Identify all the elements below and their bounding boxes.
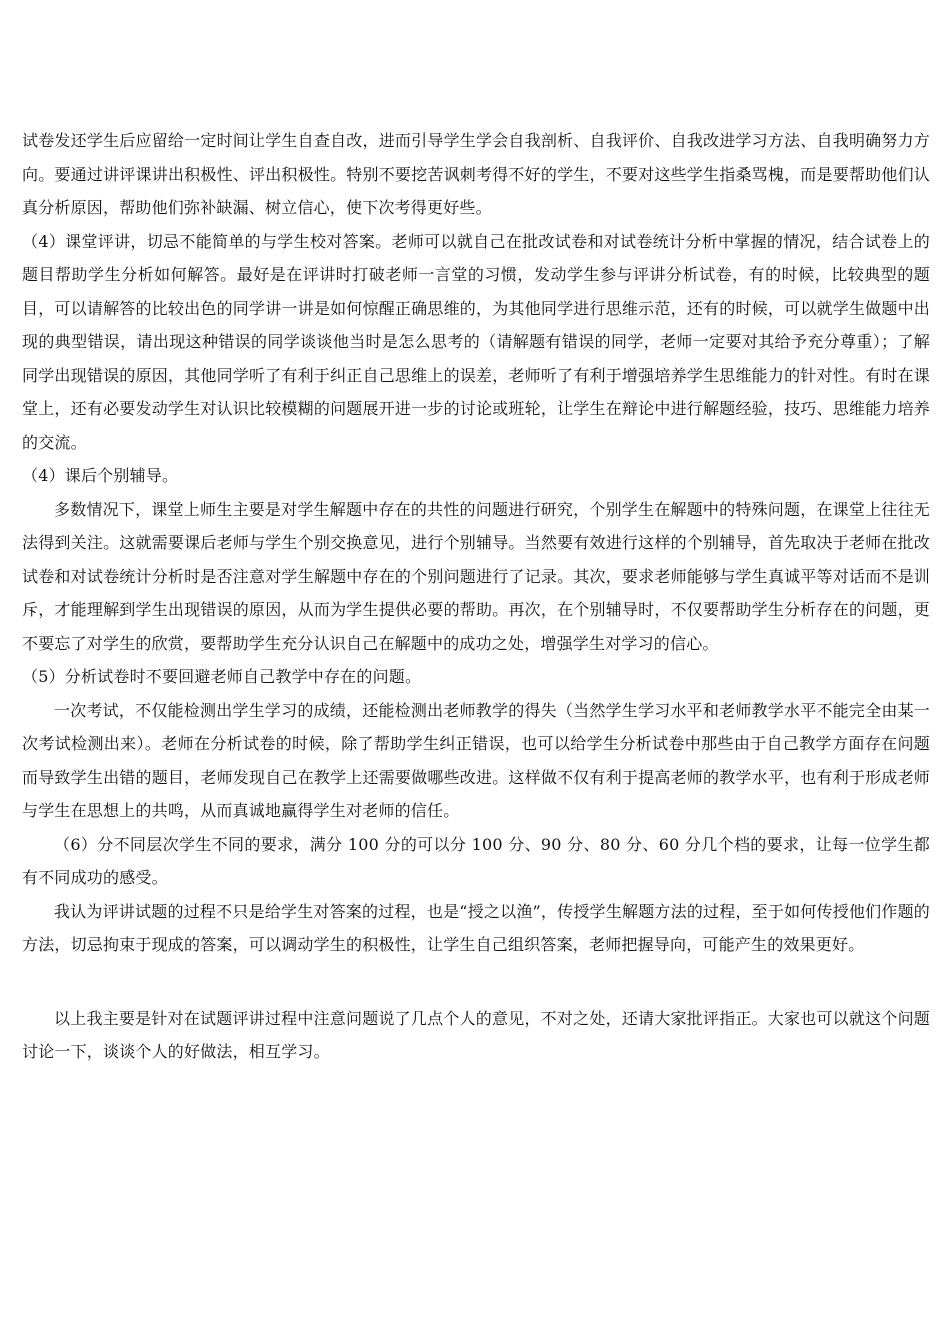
paragraph-exam-reflection: 一次考试，不仅能检测出学生学习的成绩，还能检测出老师教学的得失（当然学生学习水平和老师教学水平不能完全由某一次考试检测出来）。老师在分析试卷的时候，除了帮助学生纠正错误，也可以给学生分析试卷中那些由于自己教学方面存在问题而导致学生出错的题目，老师发现自己在教学上还需要做哪些改进。这样做不仅有利于提高老师的教学水平，也有利于形成老师与学生在思想上的共鸣，从而真诚地赢得学生对老师的信任。 bbox=[22, 700, 930, 820]
heading-after-class-tutoring: （4）课后个别辅导。 bbox=[22, 466, 179, 485]
document-body bbox=[22, 124, 930, 1069]
paragraph-teaching-method: 我认为评讲试题的过程不只是给学生对答案的过程，也是“授之以渔”，传授学生解题方法的过程，至于如何传授他们作题的方法，切忌拘束于现成的答案，可以调动学生的积极性，让学生自己组织答案，老师把握导向，可能产生的效果更好。 bbox=[22, 901, 930, 954]
paragraph-classroom-review: （4）课堂评讲，切忌不能简单的与学生校对答案。老师可以就自己在批改试卷和对试卷统计分析中掌握的情况，结合试卷上的题目帮助学生分析如何解答。最好是在评讲时打破老师一言堂的习惯，发动学生参与评讲分析试卷，有的时候，比较典型的题目，可以请解答的比较出色的同学讲一讲是如何惊醒正确思维的，为其他同学进行思维示范，还有的时候，可以就学生做题中出现的典型错误，请出现这种错误的同学谈谈他当时是怎么思考的（请解题有错误的同学，老师一定要对其给予充分尊重）；了解同学出现错误的原因，其他同学听了有利于纠正自己思维上的误差，老师听了有利于增强培养学生思维能力的针对性。有时在课堂上，还有必要发动学生对认识比较模糊的问题展开进一步的讨论或班轮，让学生在辩论中进行解题经验，技巧、思维能力培养的交流。 bbox=[22, 231, 930, 452]
paragraph-spacer bbox=[22, 962, 930, 1002]
paragraph-individual-tutoring: 多数情况下，课堂上师生主要是对学生解题中存在的共性的问题进行研究，个别学生在解题中的特殊问题，在课堂上往往无法得到关注。这就需要课后老师与学生个别交换意见，进行个别辅导。当然要有效进行这样的个别辅导，首先取决于老师在批改试卷和对试卷统计分析时是否注意对学生解题中存在的个别问题进行了记录。其次，要求老师能够与学生真诚平等对话而不是训斥，才能理解到学生出现错误的原因，从而为学生提供必要的帮助。再次，在个别辅导时，不仅要帮助学生分析存在的问题，更不要忘了对学生的欣赏，要帮助学生充分认识自己在解题中的成功之处，增强学生对学习的信心。 bbox=[22, 499, 930, 653]
paragraph-feedback-self-check: 试卷发还学生后应留给一定时间让学生自查自改，进而引导学生学会自我剖析、自我评价、自我改进学习方法、自我明确努力方向。要通过讲评课讲出积极性、评出积极性。特别不要挖苦讽刺考得不好的学生，不要对这些学生指桑骂槐，而是要帮助他们认真分析原因，帮助他们弥补缺漏、树立信心，使下次考得更好些。 bbox=[22, 131, 930, 217]
paragraph-conclusion: 以上我主要是针对在试题评讲过程中注意问题说了几点个人的意见，不对之处，还请大家批评指正。大家也可以就这个问题讨论一下，谈谈个人的好做法，相互学习。 bbox=[22, 1008, 930, 1061]
heading-teacher-self-reflection: （5）分析试卷时不要回避老师自己教学中存在的问题。 bbox=[22, 667, 422, 686]
paragraph-tiered-requirements: （6）分不同层次学生不同的要求，满分 100 分的可以分 100 分、90 分、80 分、60 分几个档的要求，让每一位学生都有不同成功的感受。 bbox=[22, 834, 930, 887]
